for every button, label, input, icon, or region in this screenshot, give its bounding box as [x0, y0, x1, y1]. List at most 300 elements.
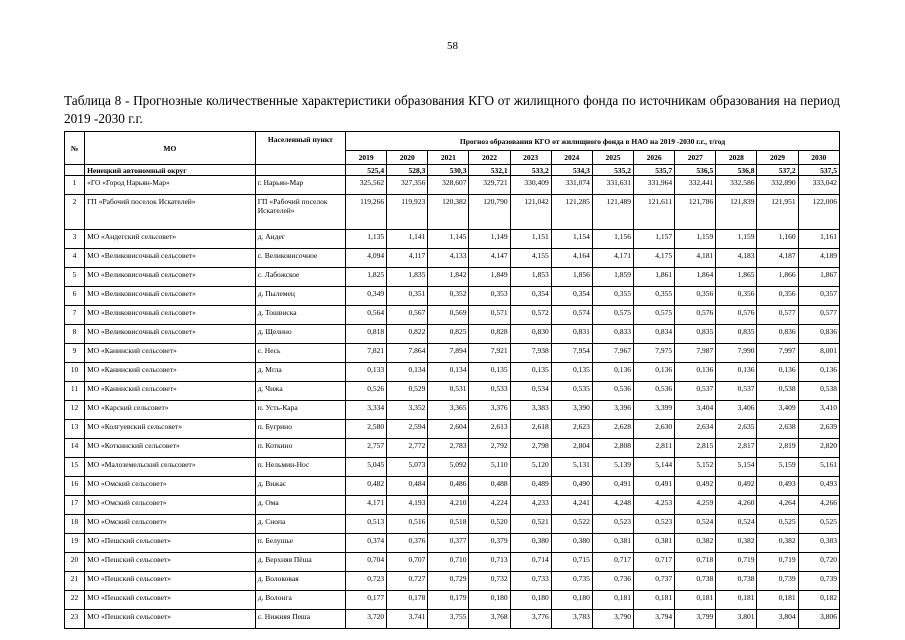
row-number: 7 — [65, 306, 85, 325]
value-cell: 2,819 — [757, 439, 798, 458]
value-cell: 0,523 — [592, 515, 633, 534]
year-header: 2026 — [634, 151, 675, 165]
value-cell: 0,135 — [510, 363, 551, 382]
row-number: 18 — [65, 515, 85, 534]
total-value-cell: 537,5 — [798, 165, 839, 176]
value-cell: 1,149 — [469, 230, 510, 249]
settlement-name: д. Пылемец — [255, 287, 345, 306]
value-cell: 330,409 — [510, 176, 551, 195]
value-cell: 5,152 — [675, 458, 716, 477]
value-cell: 0,355 — [634, 287, 675, 306]
value-cell: 0,353 — [469, 287, 510, 306]
table-row — [65, 176, 840, 195]
value-cell: 0,818 — [346, 325, 387, 344]
row-number: 17 — [65, 496, 85, 515]
value-cell: 1,154 — [551, 230, 592, 249]
value-cell: 3,406 — [716, 401, 757, 420]
settlement-name: п. Белушье — [255, 534, 345, 553]
total-value-cell: 536,8 — [716, 165, 757, 176]
value-cell: 4,094 — [346, 249, 387, 268]
value-cell: 7,921 — [469, 344, 510, 363]
row-number: 14 — [65, 439, 85, 458]
value-cell: 0,538 — [757, 382, 798, 401]
table-row — [65, 477, 840, 496]
value-cell: 0,381 — [592, 534, 633, 553]
row-number: 8 — [65, 325, 85, 344]
value-cell: 0,536 — [592, 382, 633, 401]
value-cell: 3,801 — [716, 610, 757, 629]
value-cell: 0,493 — [757, 477, 798, 496]
value-cell: 3,720 — [346, 610, 387, 629]
table-row — [65, 230, 840, 249]
header-number: № — [65, 132, 85, 165]
value-cell: 332,586 — [716, 176, 757, 195]
value-cell: 7,954 — [551, 344, 592, 363]
value-cell: 7,987 — [675, 344, 716, 363]
value-cell: 0,482 — [346, 477, 387, 496]
value-cell: 0,836 — [757, 325, 798, 344]
value-cell: 1,835 — [387, 268, 428, 287]
settlement-name: д. Андег — [255, 230, 345, 249]
year-header: 2025 — [592, 151, 633, 165]
value-cell: 5,092 — [428, 458, 469, 477]
value-cell: 0,577 — [757, 306, 798, 325]
value-cell: 0,835 — [716, 325, 757, 344]
value-cell: 0,714 — [510, 553, 551, 572]
value-cell: 2,804 — [551, 439, 592, 458]
value-cell: 3,383 — [510, 401, 551, 420]
value-cell: 0,381 — [634, 534, 675, 553]
value-cell: 0,180 — [551, 591, 592, 610]
total-value-cell: 533,2 — [510, 165, 551, 176]
value-cell: 3,396 — [592, 401, 633, 420]
value-cell: 0,351 — [387, 287, 428, 306]
value-cell: 2,618 — [510, 420, 551, 439]
value-cell: 1,161 — [798, 230, 839, 249]
value-cell: 121,042 — [510, 195, 551, 230]
value-cell: 4,259 — [675, 496, 716, 515]
value-cell: 119,266 — [346, 195, 387, 230]
value-cell: 0,717 — [592, 553, 633, 572]
value-cell: 2,808 — [592, 439, 633, 458]
value-cell: 3,794 — [634, 610, 675, 629]
value-cell: 0,576 — [675, 306, 716, 325]
value-cell: 3,409 — [757, 401, 798, 420]
value-cell: 4,189 — [798, 249, 839, 268]
value-cell: 5,120 — [510, 458, 551, 477]
value-cell: 0,513 — [346, 515, 387, 534]
settlement-name: д. Тошвиска — [255, 306, 345, 325]
value-cell: 7,975 — [634, 344, 675, 363]
value-cell: 0,491 — [634, 477, 675, 496]
value-cell: 1,856 — [551, 268, 592, 287]
value-cell: 7,894 — [428, 344, 469, 363]
municipality-name: МО «Великовисочный сельсовет» — [85, 249, 256, 268]
value-cell: 1,159 — [716, 230, 757, 249]
value-cell: 0,178 — [387, 591, 428, 610]
total-value-cell: 528,3 — [387, 165, 428, 176]
value-cell: 4,155 — [510, 249, 551, 268]
value-cell: 0,537 — [675, 382, 716, 401]
row-number: 20 — [65, 553, 85, 572]
value-cell: 2,639 — [798, 420, 839, 439]
value-cell: 0,713 — [469, 553, 510, 572]
value-cell: 333,042 — [798, 176, 839, 195]
settlement-name: д. Ома — [255, 496, 345, 515]
municipality-name: МО «Великовисочный сельсовет» — [85, 306, 256, 325]
settlement-name: с. Лабожское — [255, 268, 345, 287]
value-cell: 0,356 — [675, 287, 716, 306]
year-header: 2019 — [346, 151, 387, 165]
value-cell: 0,136 — [634, 363, 675, 382]
value-cell: 0,136 — [716, 363, 757, 382]
value-cell: 3,376 — [469, 401, 510, 420]
table-row — [65, 534, 840, 553]
settlement-name: д. Вижас — [255, 477, 345, 496]
value-cell: 1,145 — [428, 230, 469, 249]
value-cell: 0,179 — [428, 591, 469, 610]
value-cell: 0,492 — [716, 477, 757, 496]
value-cell: 5,161 — [798, 458, 839, 477]
value-cell: 0,531 — [428, 382, 469, 401]
year-header: 2020 — [387, 151, 428, 165]
value-cell: 2,638 — [757, 420, 798, 439]
settlement-name: д. Чижа — [255, 382, 345, 401]
value-cell: 0,710 — [428, 553, 469, 572]
value-cell: 3,410 — [798, 401, 839, 420]
municipality-name: МО «Канинский сельсовет» — [85, 363, 256, 382]
value-cell: 0,181 — [716, 591, 757, 610]
year-header: 2027 — [675, 151, 716, 165]
municipality-name: МО «Великовисочный сельсовет» — [85, 287, 256, 306]
value-cell: 7,967 — [592, 344, 633, 363]
value-cell: 4,193 — [387, 496, 428, 515]
year-header: 2028 — [716, 151, 757, 165]
table-row — [65, 515, 840, 534]
value-cell: 0,577 — [798, 306, 839, 325]
value-cell: 0,180 — [510, 591, 551, 610]
value-cell: 0,377 — [428, 534, 469, 553]
value-cell: 4,233 — [510, 496, 551, 515]
table-row — [65, 420, 840, 439]
value-cell: 0,379 — [469, 534, 510, 553]
value-cell: 332,890 — [757, 176, 798, 195]
value-cell: 121,839 — [716, 195, 757, 230]
value-cell: 7,990 — [716, 344, 757, 363]
value-cell: 0,525 — [798, 515, 839, 534]
value-cell: 3,365 — [428, 401, 469, 420]
municipality-name: «ГО «Город Нарьян-Мар» — [85, 176, 256, 195]
value-cell: 0,719 — [716, 553, 757, 572]
value-cell: 0,727 — [387, 572, 428, 591]
value-cell: 0,181 — [675, 591, 716, 610]
value-cell: 0,569 — [428, 306, 469, 325]
value-cell: 0,524 — [716, 515, 757, 534]
row-number: 19 — [65, 534, 85, 553]
value-cell: 2,628 — [592, 420, 633, 439]
value-cell: 0,572 — [510, 306, 551, 325]
row-number: 16 — [65, 477, 85, 496]
value-cell: 0,135 — [551, 363, 592, 382]
value-cell: 0,739 — [757, 572, 798, 591]
table-header — [65, 132, 840, 165]
value-cell: 0,537 — [716, 382, 757, 401]
table-row — [65, 439, 840, 458]
total-value-cell: 537,2 — [757, 165, 798, 176]
municipality-name: МО «Коткинский сельсовет» — [85, 439, 256, 458]
value-cell: 4,175 — [634, 249, 675, 268]
value-cell: 0,484 — [387, 477, 428, 496]
value-cell: 0,356 — [757, 287, 798, 306]
municipality-name: МО «Колгуевский сельсовет» — [85, 420, 256, 439]
value-cell: 327,356 — [387, 176, 428, 195]
row-number: 23 — [65, 610, 85, 629]
value-cell: 7,821 — [346, 344, 387, 363]
value-cell: 1,865 — [716, 268, 757, 287]
value-cell: 0,822 — [387, 325, 428, 344]
value-cell: 4,181 — [675, 249, 716, 268]
header-forecast-group: Прогноз образования КГО от жилищного фонда в НАО на 2019 -2030 г.г., т/год — [346, 132, 840, 151]
value-cell: 2,630 — [634, 420, 675, 439]
municipality-name: МО «Пешский сельсовет» — [85, 534, 256, 553]
value-cell: 0,526 — [346, 382, 387, 401]
value-cell: 0,737 — [634, 572, 675, 591]
value-cell: 4,117 — [387, 249, 428, 268]
value-cell: 121,285 — [551, 195, 592, 230]
row-number: 10 — [65, 363, 85, 382]
settlement-name: д. Щелино — [255, 325, 345, 344]
row-number: 22 — [65, 591, 85, 610]
table-row — [65, 268, 840, 287]
value-cell: 0,834 — [634, 325, 675, 344]
value-cell: 2,815 — [675, 439, 716, 458]
value-cell: 0,831 — [551, 325, 592, 344]
value-cell: 3,790 — [592, 610, 633, 629]
value-cell: 0,564 — [346, 306, 387, 325]
total-value-cell: 535,2 — [592, 165, 633, 176]
value-cell: 4,210 — [428, 496, 469, 515]
value-cell: 4,253 — [634, 496, 675, 515]
value-cell: 2,757 — [346, 439, 387, 458]
value-cell: 0,833 — [592, 325, 633, 344]
value-cell: 2,634 — [675, 420, 716, 439]
value-cell: 4,266 — [798, 496, 839, 515]
value-cell: 2,604 — [428, 420, 469, 439]
header-mo: МО — [85, 132, 256, 165]
municipality-name: ГП «Рабочий поселок Искателей» — [85, 195, 256, 230]
forecast-table — [64, 131, 840, 629]
table-row — [65, 287, 840, 306]
value-cell: 4,171 — [346, 496, 387, 515]
value-cell: 7,938 — [510, 344, 551, 363]
year-header: 2024 — [551, 151, 592, 165]
value-cell: 0,574 — [551, 306, 592, 325]
value-cell: 120,790 — [469, 195, 510, 230]
value-cell: 0,836 — [798, 325, 839, 344]
table-row — [65, 591, 840, 610]
value-cell: 0,382 — [757, 534, 798, 553]
value-cell: 3,783 — [551, 610, 592, 629]
value-cell: 4,187 — [757, 249, 798, 268]
total-label: Ненецкий автономный округ — [85, 165, 256, 176]
table-caption: Таблица 8 - Прогнозные количественные характеристики образования КГО от жилищного фонда по источникам образования на период 2019 -2030 г.г. — [64, 93, 840, 126]
row-number: 15 — [65, 458, 85, 477]
table-row — [65, 553, 840, 572]
value-cell: 0,534 — [510, 382, 551, 401]
value-cell: 119,923 — [387, 195, 428, 230]
row-number: 11 — [65, 382, 85, 401]
value-cell: 325,562 — [346, 176, 387, 195]
value-cell: 4,241 — [551, 496, 592, 515]
value-cell: 5,110 — [469, 458, 510, 477]
value-cell: 3,741 — [387, 610, 428, 629]
row-number: 1 — [65, 176, 85, 195]
value-cell: 0,516 — [387, 515, 428, 534]
value-cell: 0,830 — [510, 325, 551, 344]
value-cell: 0,490 — [551, 477, 592, 496]
value-cell: 1,842 — [428, 268, 469, 287]
municipality-name: МО «Пешский сельсовет» — [85, 591, 256, 610]
value-cell: 0,738 — [675, 572, 716, 591]
year-header: 2023 — [510, 151, 551, 165]
table-row — [65, 401, 840, 420]
row-number: 4 — [65, 249, 85, 268]
value-cell: 0,576 — [716, 306, 757, 325]
value-cell: 0,524 — [675, 515, 716, 534]
value-cell: 2,817 — [716, 439, 757, 458]
value-cell: 0,380 — [510, 534, 551, 553]
municipality-name: МО «Карский сельсовет» — [85, 401, 256, 420]
value-cell: 0,535 — [551, 382, 592, 401]
value-cell: 5,159 — [757, 458, 798, 477]
value-cell: 4,248 — [592, 496, 633, 515]
value-cell: 0,735 — [551, 572, 592, 591]
value-cell: 0,533 — [469, 382, 510, 401]
total-row — [65, 165, 840, 176]
value-cell: 3,352 — [387, 401, 428, 420]
year-header: 2030 — [798, 151, 839, 165]
value-cell: 1,866 — [757, 268, 798, 287]
table-row — [65, 458, 840, 477]
table-row — [65, 325, 840, 344]
value-cell: 1,156 — [592, 230, 633, 249]
value-cell: 0,729 — [428, 572, 469, 591]
municipality-name: МО «Пешский сельсовет» — [85, 572, 256, 591]
value-cell: 3,776 — [510, 610, 551, 629]
value-cell: 7,997 — [757, 344, 798, 363]
settlement-name: ГП «Рабочий поселок Искателей» — [255, 195, 345, 230]
settlement-name: с. Великовисочное — [255, 249, 345, 268]
value-cell: 0,575 — [634, 306, 675, 325]
value-cell: 0,733 — [510, 572, 551, 591]
value-cell: 4,260 — [716, 496, 757, 515]
value-cell: 4,171 — [592, 249, 633, 268]
table-row — [65, 496, 840, 515]
value-cell: 1,160 — [757, 230, 798, 249]
settlement-name: с. Несь — [255, 344, 345, 363]
year-header: 2029 — [757, 151, 798, 165]
value-cell: 0,486 — [428, 477, 469, 496]
value-cell: 0,180 — [469, 591, 510, 610]
value-cell: 328,607 — [428, 176, 469, 195]
value-cell: 0,492 — [675, 477, 716, 496]
row-number: 3 — [65, 230, 85, 249]
value-cell: 331,074 — [551, 176, 592, 195]
value-cell: 8,001 — [798, 344, 839, 363]
value-cell: 5,131 — [551, 458, 592, 477]
value-cell: 1,849 — [469, 268, 510, 287]
table-row — [65, 610, 840, 629]
value-cell: 0,723 — [346, 572, 387, 591]
value-cell: 0,720 — [798, 553, 839, 572]
value-cell: 0,719 — [757, 553, 798, 572]
value-cell: 1,151 — [510, 230, 551, 249]
value-cell: 0,136 — [798, 363, 839, 382]
value-cell: 0,520 — [469, 515, 510, 534]
value-cell: 2,594 — [387, 420, 428, 439]
value-cell: 0,717 — [634, 553, 675, 572]
value-cell: 331,631 — [592, 176, 633, 195]
value-cell: 0,376 — [387, 534, 428, 553]
value-cell: 0,349 — [346, 287, 387, 306]
value-cell: 0,136 — [675, 363, 716, 382]
value-cell: 0,521 — [510, 515, 551, 534]
value-cell: 2,772 — [387, 439, 428, 458]
value-cell: 1,141 — [387, 230, 428, 249]
value-cell: 4,224 — [469, 496, 510, 515]
row-number: 6 — [65, 287, 85, 306]
value-cell: 1,825 — [346, 268, 387, 287]
value-cell: 0,354 — [551, 287, 592, 306]
value-cell: 121,951 — [757, 195, 798, 230]
value-cell: 0,718 — [675, 553, 716, 572]
total-settlement-cell — [255, 165, 345, 176]
value-cell: 0,575 — [592, 306, 633, 325]
table-row — [65, 382, 840, 401]
municipality-name: МО «Омский сельсовет» — [85, 496, 256, 515]
row-number: 12 — [65, 401, 85, 420]
value-cell: 0,382 — [675, 534, 716, 553]
value-cell: 0,715 — [551, 553, 592, 572]
value-cell: 0,736 — [592, 572, 633, 591]
value-cell: 7,864 — [387, 344, 428, 363]
settlement-name: д. Волоковая — [255, 572, 345, 591]
value-cell: 0,525 — [757, 515, 798, 534]
table-body — [65, 165, 840, 629]
value-cell: 0,133 — [346, 363, 387, 382]
value-cell: 1,853 — [510, 268, 551, 287]
value-cell: 1,859 — [592, 268, 633, 287]
settlement-name: д. Волонга — [255, 591, 345, 610]
value-cell: 0,536 — [634, 382, 675, 401]
settlement-name: д. Верхняя Пёша — [255, 553, 345, 572]
value-cell: 0,181 — [757, 591, 798, 610]
value-cell: 0,571 — [469, 306, 510, 325]
table-row — [65, 572, 840, 591]
total-value-cell: 535,7 — [634, 165, 675, 176]
value-cell: 2,792 — [469, 439, 510, 458]
municipality-name: МО «Великовисочный сельсовет» — [85, 325, 256, 344]
value-cell: 0,567 — [387, 306, 428, 325]
value-cell: 0,136 — [592, 363, 633, 382]
value-cell: 329,721 — [469, 176, 510, 195]
value-cell: 3,404 — [675, 401, 716, 420]
municipality-name: МО «Канинский сельсовет» — [85, 344, 256, 363]
table-row — [65, 344, 840, 363]
value-cell: 3,799 — [675, 610, 716, 629]
value-cell: 3,768 — [469, 610, 510, 629]
value-cell: 0,522 — [551, 515, 592, 534]
